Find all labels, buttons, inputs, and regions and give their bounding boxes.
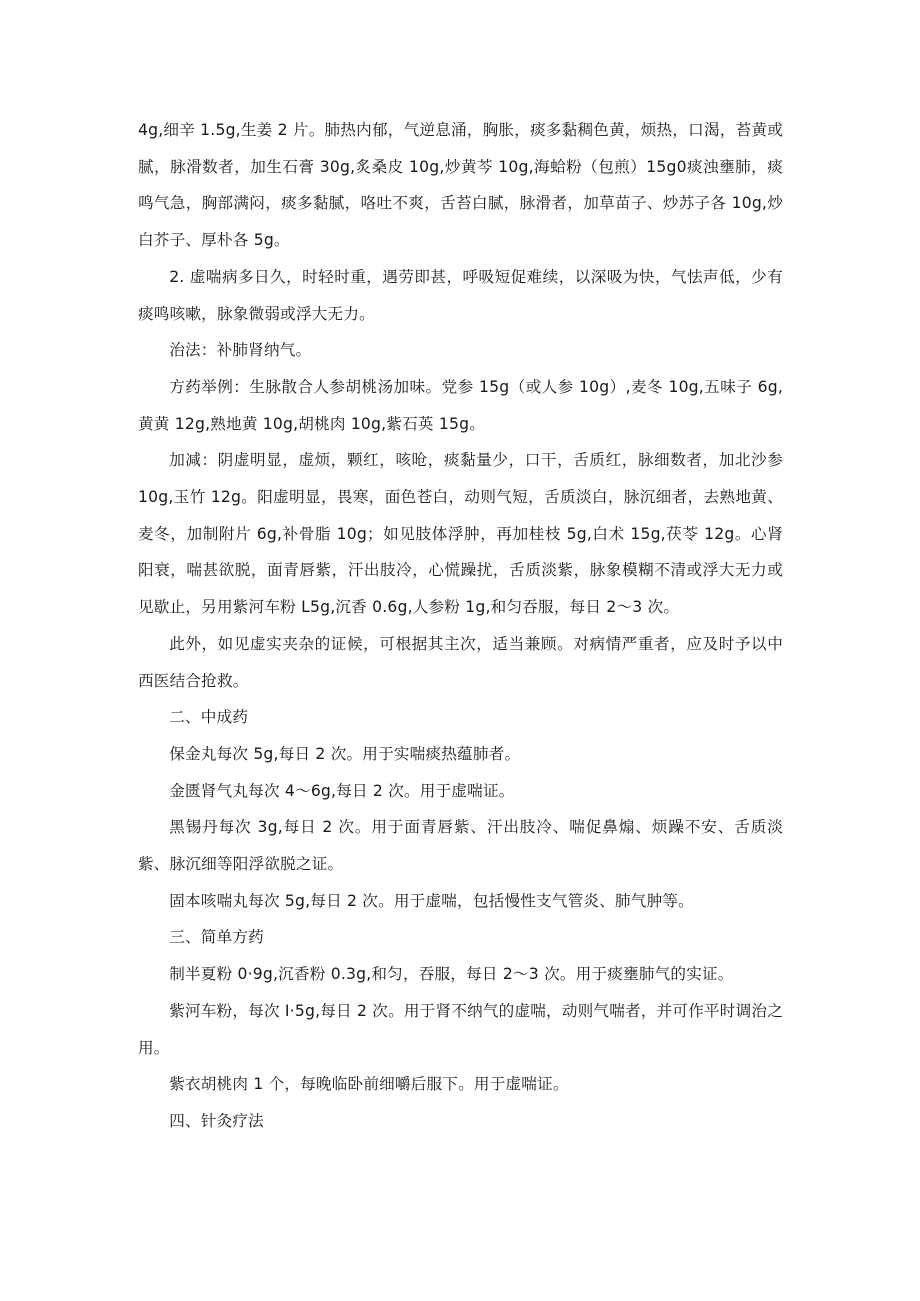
paragraph-xuchuan-prescription: 方药举例：生脉散合人参胡桃汤加味。党参 15g（或人参 10g）,麦冬 10g,五味子 6g,黄黄 12g,熟地黄 10g,胡桃肉 10g,紫石英 15g。 [138,377,783,433]
paragraph-shichuan-jiajian-continued: 4g,细辛 1.5g,生姜 2 片。肺热内郁，气逆息涌，胸胀，痰多黏稠色黄，烦热，口渴，苔黄或腻，脉滑数者，加生石膏 30g,炙桑皮 10g,炒黄芩 10g,海蛤粉（包煎）15g0痰浊壅肺，痰鸣气急，胸部满闷，痰多黏腻，咯吐不爽，舌苔白腻，脉滑者，加草苗子、炒苏子各 10g,炒白芥子、厚朴各 5g。 [138,121,783,250]
section-heading-chinese-patent-medicine: 二、中成药 [169,708,249,727]
paragraph-xuchuan-symptoms: 2. 虚喘病多日久，时轻时重，遇劳即甚，呼吸短促难续，以深吸为快，气怯声低，少有痰鸣咳嗽，脉象微弱或浮大无力。 [138,267,783,323]
section-heading-simple-prescriptions: 三、简单方药 [169,928,264,947]
paragraph-walnut: 紫衣胡桃肉 1 个，每晚临卧前细嚼后服下。用于虚喘证。 [169,1075,569,1094]
paragraph-xuchuan-treatment: 治法：补肺肾纳气。 [169,341,312,360]
paragraph-heixi-dan: 黑锡丹每次 3g,每日 2 次。用于面青唇紫、汗出肢冷、喘促鼻煽、烦躁不安、舌质淡紫、脉沉细等阳浮欲脱之证。 [138,818,783,874]
paragraph-baojin-pill: 保金丸每次 5g,每日 2 次。用于实喘痰热蕴肺者。 [169,744,521,763]
paragraph-guben-kechuan-pill: 固本咳喘丸每次 5g,每日 2 次。用于虚喘，包括慢性支气管炎、肺气肿等。 [169,891,694,910]
paragraph-banxia-chenxiang-powder: 制半夏粉 0·9g,沉香粉 0.3g,和匀，吞服，每日 2～3 次。用于痰壅肺气的实证。 [169,965,734,984]
paragraph-mixed-syndrome-note: 此外，如见虚实夹杂的证候，可根据其主次，适当兼顾。对病情严重者，应及时予以中西医结合抢救。 [138,634,783,690]
paragraph-ziheche-powder: 紫河车粉，每次 I·5g,每日 2 次。用于肾不纳气的虚喘，动则气喘者，并可作平时调治之用。 [138,1001,783,1057]
section-heading-acupuncture: 四、针灸疗法 [169,1111,264,1130]
paragraph-xuchuan-jiajian: 加减：阴虚明显，虚烦，颗红，咳呛，痰黏量少，口干，舌质红，脉细数者，加北沙参 10g,玉竹 12g。阳虚明显，畏寒，面色苍白，动则气短，舌质淡白，脉沉细者，去熟地黄、麦冬，加制附片 6g,补骨脂 10g；如见肢体浮肿，再加桂枝 5g,白术 15g,茯苓 12g。心肾阳衰，喘甚欲脱，面青唇紫，汗出肢冷，心慌躁扰，舌质淡紫，脉象模糊不清或浮大无力或见歇止，另用紫河车粉 L5g,沉香 0.6g,人参粉 1g,和匀吞服，每日 2～3 次。 [138,451,783,617]
document-body [138,112,783,1140]
paragraph-jingui-shenqi-pill: 金匮肾气丸每次 4～6g,每日 2 次。用于虚喘证。 [169,781,515,800]
